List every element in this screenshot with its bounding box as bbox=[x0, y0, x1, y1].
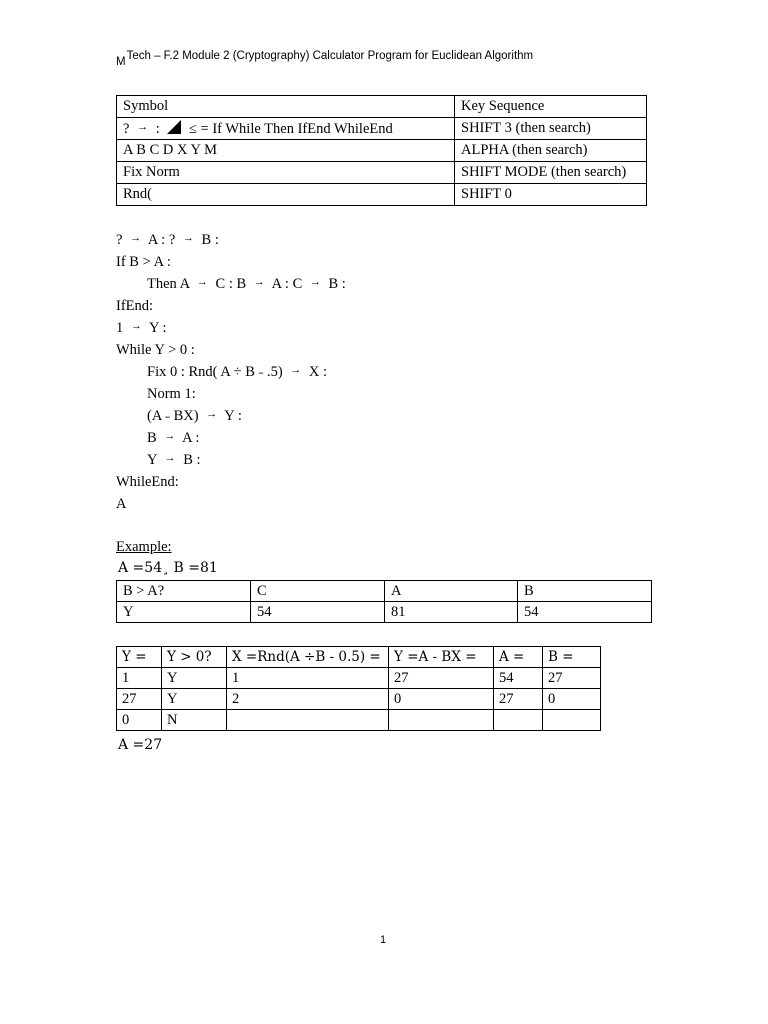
table-cell: 1 bbox=[227, 668, 389, 689]
result-text: A =27 bbox=[118, 737, 163, 753]
key-sequence-cell: ALPHA (then search) bbox=[455, 140, 647, 162]
symbol-cell: Rnd( bbox=[117, 184, 455, 206]
table-header-cell: B > A? bbox=[117, 581, 251, 602]
page-number: 1 bbox=[380, 934, 387, 946]
table-cell: 0 bbox=[117, 710, 162, 731]
program-line: A bbox=[116, 496, 127, 512]
table-cell bbox=[494, 710, 543, 731]
table-header-cell: Y = bbox=[117, 647, 162, 668]
table-cell: 54 bbox=[518, 602, 652, 623]
symbol-cell: A B C D X Y M bbox=[117, 140, 455, 162]
table-cell: 27 bbox=[543, 668, 601, 689]
table-cell: 0 bbox=[543, 689, 601, 710]
table-header-cell: Y =A - BX = bbox=[389, 647, 494, 668]
table-row bbox=[117, 602, 652, 623]
table-cell: 1 bbox=[117, 668, 162, 689]
symbol-cell: ? → : ≤ = If While Then IfEnd WhileEnd bbox=[117, 118, 455, 140]
table-header-cell: A bbox=[385, 581, 518, 602]
table-row bbox=[117, 162, 647, 184]
table-header-cell: A = bbox=[494, 647, 543, 668]
symbol-cell: Fix Norm bbox=[117, 162, 455, 184]
store-arrow-icon: → bbox=[130, 232, 142, 244]
table-cell: 27 bbox=[494, 689, 543, 710]
program-line: ? → A : ? → B : bbox=[116, 232, 219, 248]
program-line: While Y > 0 : bbox=[116, 342, 195, 358]
table-cell bbox=[227, 710, 389, 731]
table-cell: 0 bbox=[389, 689, 494, 710]
program-line: B → A : bbox=[147, 430, 200, 446]
symbol-key-table bbox=[116, 95, 647, 206]
program-line: Fix 0 : Rnd( A ÷ B ˗ .5) → X : bbox=[147, 364, 328, 380]
example-given-values: A =54¸ B =81 bbox=[118, 560, 218, 576]
table-row bbox=[117, 184, 647, 206]
key-sequence-cell: SHIFT MODE (then search) bbox=[455, 162, 647, 184]
header-prefix: M bbox=[116, 56, 126, 68]
store-arrow-icon: → bbox=[137, 120, 149, 133]
program-line: Then A → C : B → A : C → B : bbox=[147, 276, 346, 292]
store-arrow-icon: → bbox=[196, 276, 208, 288]
header-title: Tech – F.2 Module 2 (Cryptography) Calculator Program for Euclidean Algorithm bbox=[126, 50, 534, 62]
table-row bbox=[117, 118, 647, 140]
program-line: IfEnd: bbox=[116, 298, 154, 314]
program-listing bbox=[116, 229, 346, 515]
store-arrow-icon: → bbox=[206, 408, 218, 420]
table-row bbox=[117, 668, 601, 689]
store-arrow-icon: → bbox=[290, 364, 302, 376]
table-cell: 27 bbox=[389, 668, 494, 689]
table-cell: 81 bbox=[385, 602, 518, 623]
store-arrow-icon: → bbox=[130, 320, 142, 332]
table-cell bbox=[543, 710, 601, 731]
program-line: (A ˗ BX) → Y : bbox=[147, 408, 242, 424]
store-arrow-icon: → bbox=[309, 276, 321, 288]
page-header bbox=[116, 50, 534, 68]
program-line: If B > A : bbox=[116, 254, 171, 270]
table-header-row bbox=[117, 96, 647, 118]
table-header-row bbox=[117, 581, 652, 602]
table-row bbox=[117, 710, 601, 731]
program-line: Y → B : bbox=[147, 452, 201, 468]
symbol-column-header: Symbol bbox=[117, 96, 455, 118]
table-header-cell: X =Rnd(A ÷B - 0.5) = bbox=[227, 647, 389, 668]
table-cell: Y bbox=[117, 602, 251, 623]
table-row bbox=[117, 689, 601, 710]
program-line: 1 → Y : bbox=[116, 320, 167, 336]
program-line: Norm 1: bbox=[147, 386, 196, 402]
table-cell: 54 bbox=[494, 668, 543, 689]
example-heading: Example: bbox=[116, 539, 172, 555]
store-arrow-icon: → bbox=[164, 452, 176, 464]
store-arrow-icon: → bbox=[182, 232, 194, 244]
key-sequence-cell: SHIFT 0 bbox=[455, 184, 647, 206]
key-sequence-cell: SHIFT 3 (then search) bbox=[455, 118, 647, 140]
table-header-cell: B = bbox=[543, 647, 601, 668]
comparison-table bbox=[116, 580, 652, 623]
table-header-row bbox=[117, 647, 601, 668]
key-sequence-column-header: Key Sequence bbox=[455, 96, 647, 118]
table-cell: 54 bbox=[251, 602, 385, 623]
store-arrow-icon: → bbox=[164, 430, 176, 442]
table-row bbox=[117, 140, 647, 162]
table-header-cell: Y > 0? bbox=[162, 647, 227, 668]
table-header-cell: C bbox=[251, 581, 385, 602]
table-cell: Y bbox=[162, 689, 227, 710]
table-cell: 2 bbox=[227, 689, 389, 710]
trace-table bbox=[116, 646, 601, 731]
table-cell: 27 bbox=[117, 689, 162, 710]
table-cell: Y bbox=[162, 668, 227, 689]
table-cell: N bbox=[162, 710, 227, 731]
example-section bbox=[116, 537, 218, 579]
store-arrow-icon: → bbox=[253, 276, 265, 288]
table-header-cell: B bbox=[518, 581, 652, 602]
program-line: WhileEnd: bbox=[116, 474, 179, 490]
display-triangle-icon bbox=[167, 120, 181, 134]
table-cell bbox=[389, 710, 494, 731]
